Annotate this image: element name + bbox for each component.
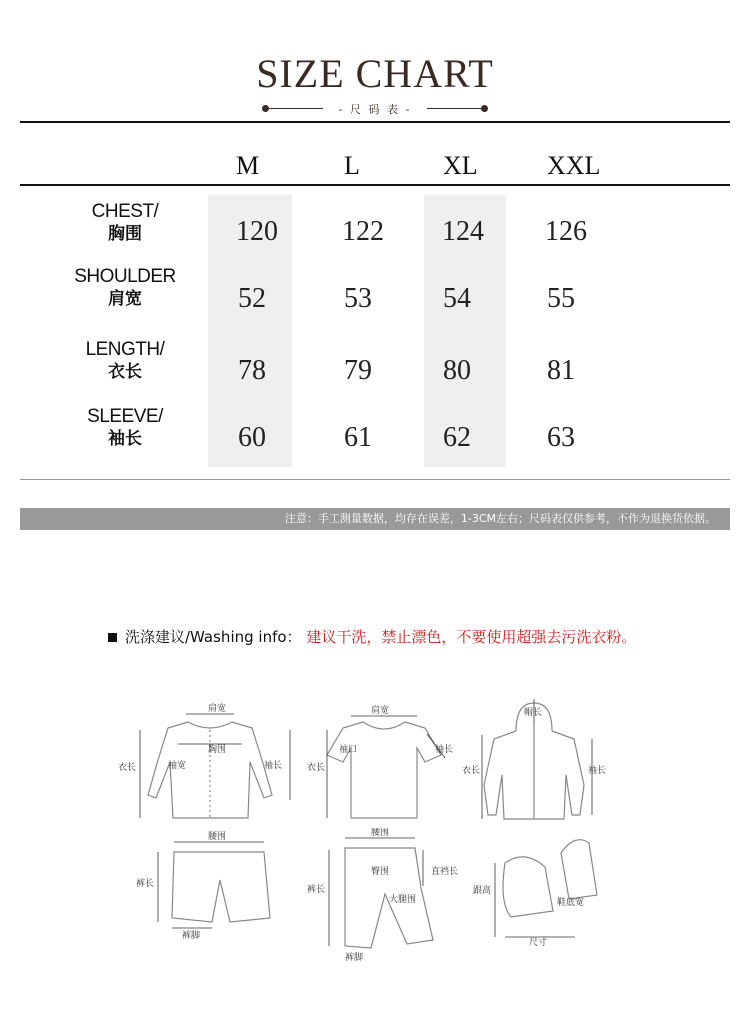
header-bottom-rule: [20, 184, 730, 186]
shorts-diagram: [132, 830, 282, 940]
shirt-diagram: [118, 700, 303, 830]
table-cell: 52: [238, 283, 266, 314]
label-hood: 帽长: [524, 708, 543, 718]
table-cell: 62: [443, 422, 471, 453]
size-header-l: L: [344, 151, 360, 180]
table-cell: 60: [238, 422, 266, 453]
right-ornament-line: [427, 108, 485, 109]
pants-icon: [305, 828, 465, 968]
table-cell: 79: [344, 355, 372, 386]
table-cell: 53: [344, 283, 372, 314]
pants-diagram: [305, 828, 465, 968]
washing-info: [108, 626, 636, 647]
label-waist: 腰围: [208, 832, 227, 842]
row-label-en: SLEEVE/: [87, 406, 163, 427]
label-shoulder: 肩宽: [371, 706, 390, 716]
row-label-length: [60, 339, 190, 383]
row-label-chest: [60, 201, 190, 245]
row-label-sleeve: [60, 406, 190, 450]
subtitle: - 尺 码 表 -: [338, 102, 412, 116]
row-label-en: LENGTH/: [85, 339, 165, 360]
left-ornament-line: [265, 108, 323, 109]
table-cell: 63: [547, 422, 575, 453]
table-cell: 126: [545, 216, 587, 247]
tshirt-diagram: [305, 700, 465, 830]
size-header-xl: XL: [443, 151, 478, 180]
label-thigh: 大腿围: [389, 895, 417, 905]
washing-advice: 建议干洗，禁止漂色，不要使用超强去污洗衣粉。: [306, 628, 637, 646]
label-hem: 裤脚: [182, 931, 201, 940]
shorts-icon: [132, 830, 282, 940]
label-length: 衣长: [118, 763, 137, 773]
table-cell: 55: [547, 283, 575, 314]
table-bottom-rule: [20, 479, 730, 480]
page-title: SIZE CHART: [256, 51, 494, 96]
hoodie-icon: [460, 695, 620, 830]
label-sleeve: 袖长: [264, 761, 283, 771]
label-chest: 胸围: [208, 745, 227, 755]
label-hip: 臀围: [371, 867, 390, 877]
label-rise: 直裆长: [431, 867, 459, 877]
row-label-en: SHOULDER: [74, 266, 176, 287]
bullet-square-icon: [108, 633, 117, 642]
hoodie-diagram: [460, 695, 620, 830]
size-header-xxl: XXL: [547, 151, 601, 180]
table-cell: 80: [443, 355, 471, 386]
row-label-cn: 袖长: [108, 429, 142, 448]
label-hem: 裤脚: [345, 953, 364, 963]
table-top-rule: [20, 121, 730, 123]
row-label-cn: 衣长: [108, 362, 142, 381]
label-sleeve-width: 袖宽: [168, 761, 187, 771]
label-sleeve: 袖长: [435, 745, 454, 755]
subtitle-row: [0, 98, 750, 116]
label-height: 跟高: [473, 886, 492, 896]
washing-label: 洗涤建议/Washing info：: [125, 628, 302, 646]
table-cell: 54: [443, 283, 471, 314]
label-size: 尺寸: [529, 938, 548, 948]
label-length: 裤长: [307, 885, 326, 895]
shirt-icon: [118, 700, 303, 830]
shoe-diagram: [465, 833, 625, 948]
table-cell: 120: [236, 216, 278, 247]
label-shoulder: 肩宽: [208, 704, 227, 714]
measurement-note-bar: 注意：手工测量数据，均存在误差，1-3CM左右；尺码表仅供参考，不作为退换货依据。: [20, 508, 730, 530]
label-sleeve: 袖长: [588, 766, 607, 776]
label-waist: 腰围: [371, 828, 390, 838]
label-length: 衣长: [307, 763, 326, 773]
label-width: 鞋底宽: [557, 898, 585, 908]
table-cell: 81: [547, 355, 575, 386]
table-cell: 61: [344, 422, 372, 453]
table-cell: 122: [342, 216, 384, 247]
row-label-shoulder: [60, 266, 190, 310]
shoe-icon: [465, 833, 625, 948]
row-label-en: CHEST/: [91, 201, 159, 222]
label-length: 裤长: [136, 879, 155, 889]
row-label-cn: 肩宽: [108, 289, 142, 308]
row-label-cn: 胸围: [108, 224, 142, 243]
label-length: 衣长: [462, 766, 481, 776]
size-header-m: M: [236, 151, 260, 180]
tshirt-icon: [305, 700, 465, 830]
table-cell: 124: [442, 216, 484, 247]
table-cell: 78: [238, 355, 266, 386]
label-cuff: 袖口: [339, 745, 358, 755]
